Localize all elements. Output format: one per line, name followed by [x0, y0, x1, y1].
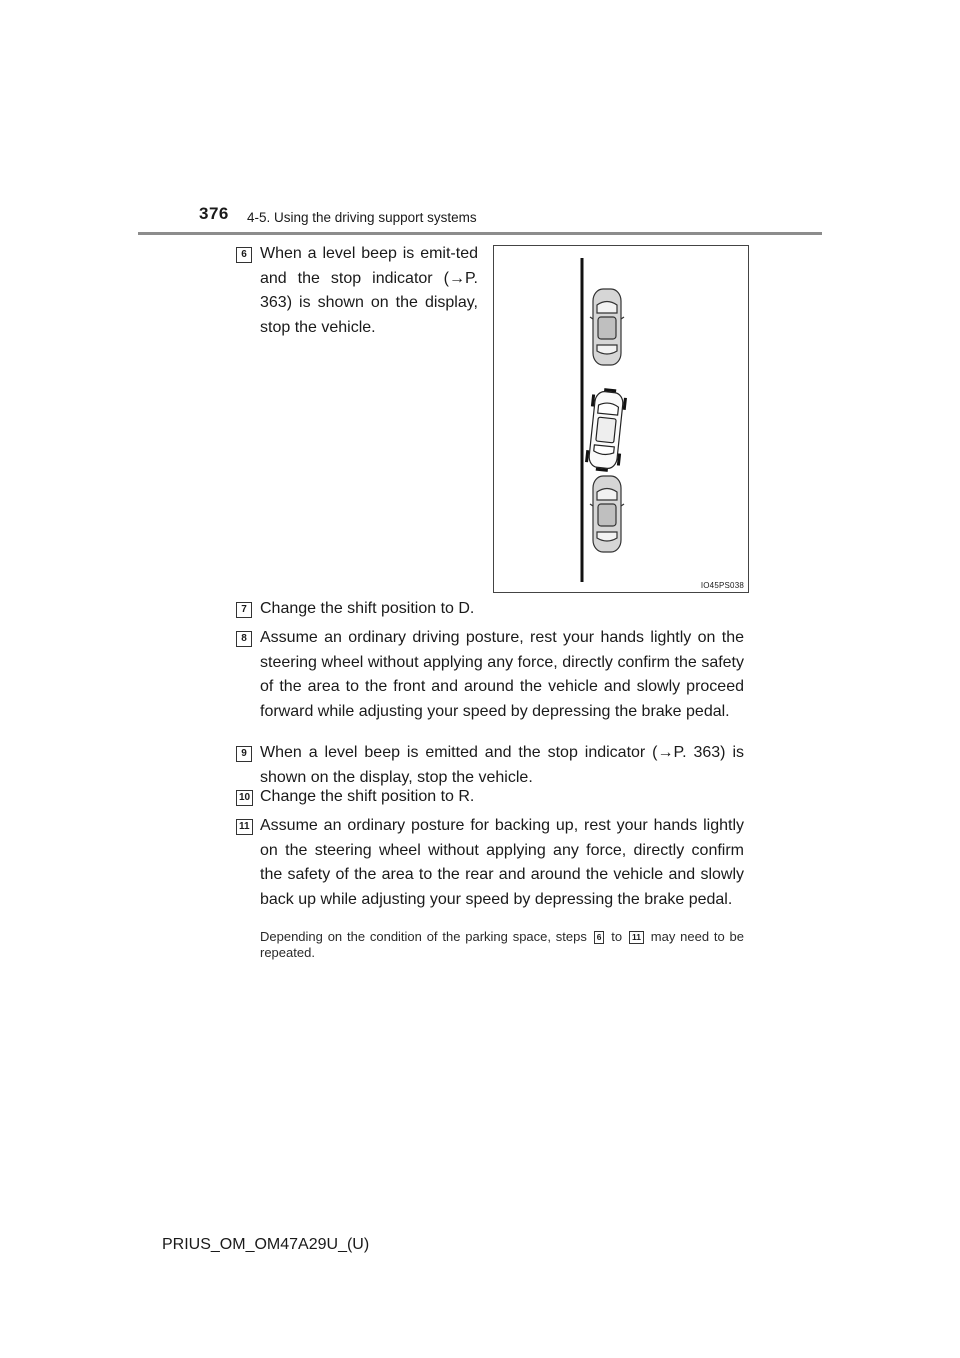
- step-11-text: Assume an ordinary posture for backing up, rest your hands lightly on the steering wheel without applying any force, directly confirm the safety of the area to the rear and around the vehicle and slowly back up while adjusting your speed by depressing the brake pedal.: [260, 817, 744, 908]
- header-rule: [138, 232, 822, 235]
- page-number: 376: [199, 204, 229, 223]
- step-11-badge: 11: [236, 819, 253, 835]
- step-8-text: Assume an ordinary driving posture, rest your hands lightly on the steering wheel without applying any force, directly confirm the safety of the area to the front and around the vehicle and slowly proceed forward while adjusting your speed by depressing the brake pedal.: [260, 629, 744, 720]
- parked-car-front: [590, 289, 624, 365]
- step-7-text: Change the shift position to D.: [260, 600, 475, 617]
- footer-doc-id: PRIUS_OM_OM47A29U_(U): [162, 1236, 370, 1253]
- note-step-from-badge: 6: [594, 931, 605, 944]
- step-6-badge: 6: [236, 247, 252, 263]
- note-after: may need to be repeated.: [260, 929, 745, 960]
- step-8-badge: 8: [236, 631, 252, 647]
- step-10-badge: 10: [236, 790, 253, 806]
- step-6-text: When a level beep is emit-ted and the stop indicator (→P. 363) is shown on the display, stop the vehicle.: [260, 245, 478, 336]
- parked-car-rear: [590, 476, 624, 552]
- step-9-text: When a level beep is emitted and the stop indicator (→P. 363) is shown on the display, stop the vehicle.: [260, 744, 744, 786]
- step-7-badge: 7: [236, 602, 252, 618]
- note-before: Depending on the condition of the parking space, steps: [260, 929, 587, 944]
- note-step-to-badge: 11: [629, 931, 644, 944]
- note-middle: to: [611, 929, 623, 944]
- step-9-badge: 9: [236, 746, 252, 762]
- page-header: [0, 0, 960, 240]
- parking-illustration: [493, 245, 749, 593]
- section-title: 4-5. Using the driving support systems: [247, 210, 477, 225]
- repeat-note: [260, 929, 744, 961]
- illustration-code: IO45PS038: [700, 581, 744, 590]
- step-10-text: Change the shift position to R.: [260, 788, 475, 805]
- parking-diagram-svg: [494, 246, 750, 594]
- own-car: [586, 389, 626, 472]
